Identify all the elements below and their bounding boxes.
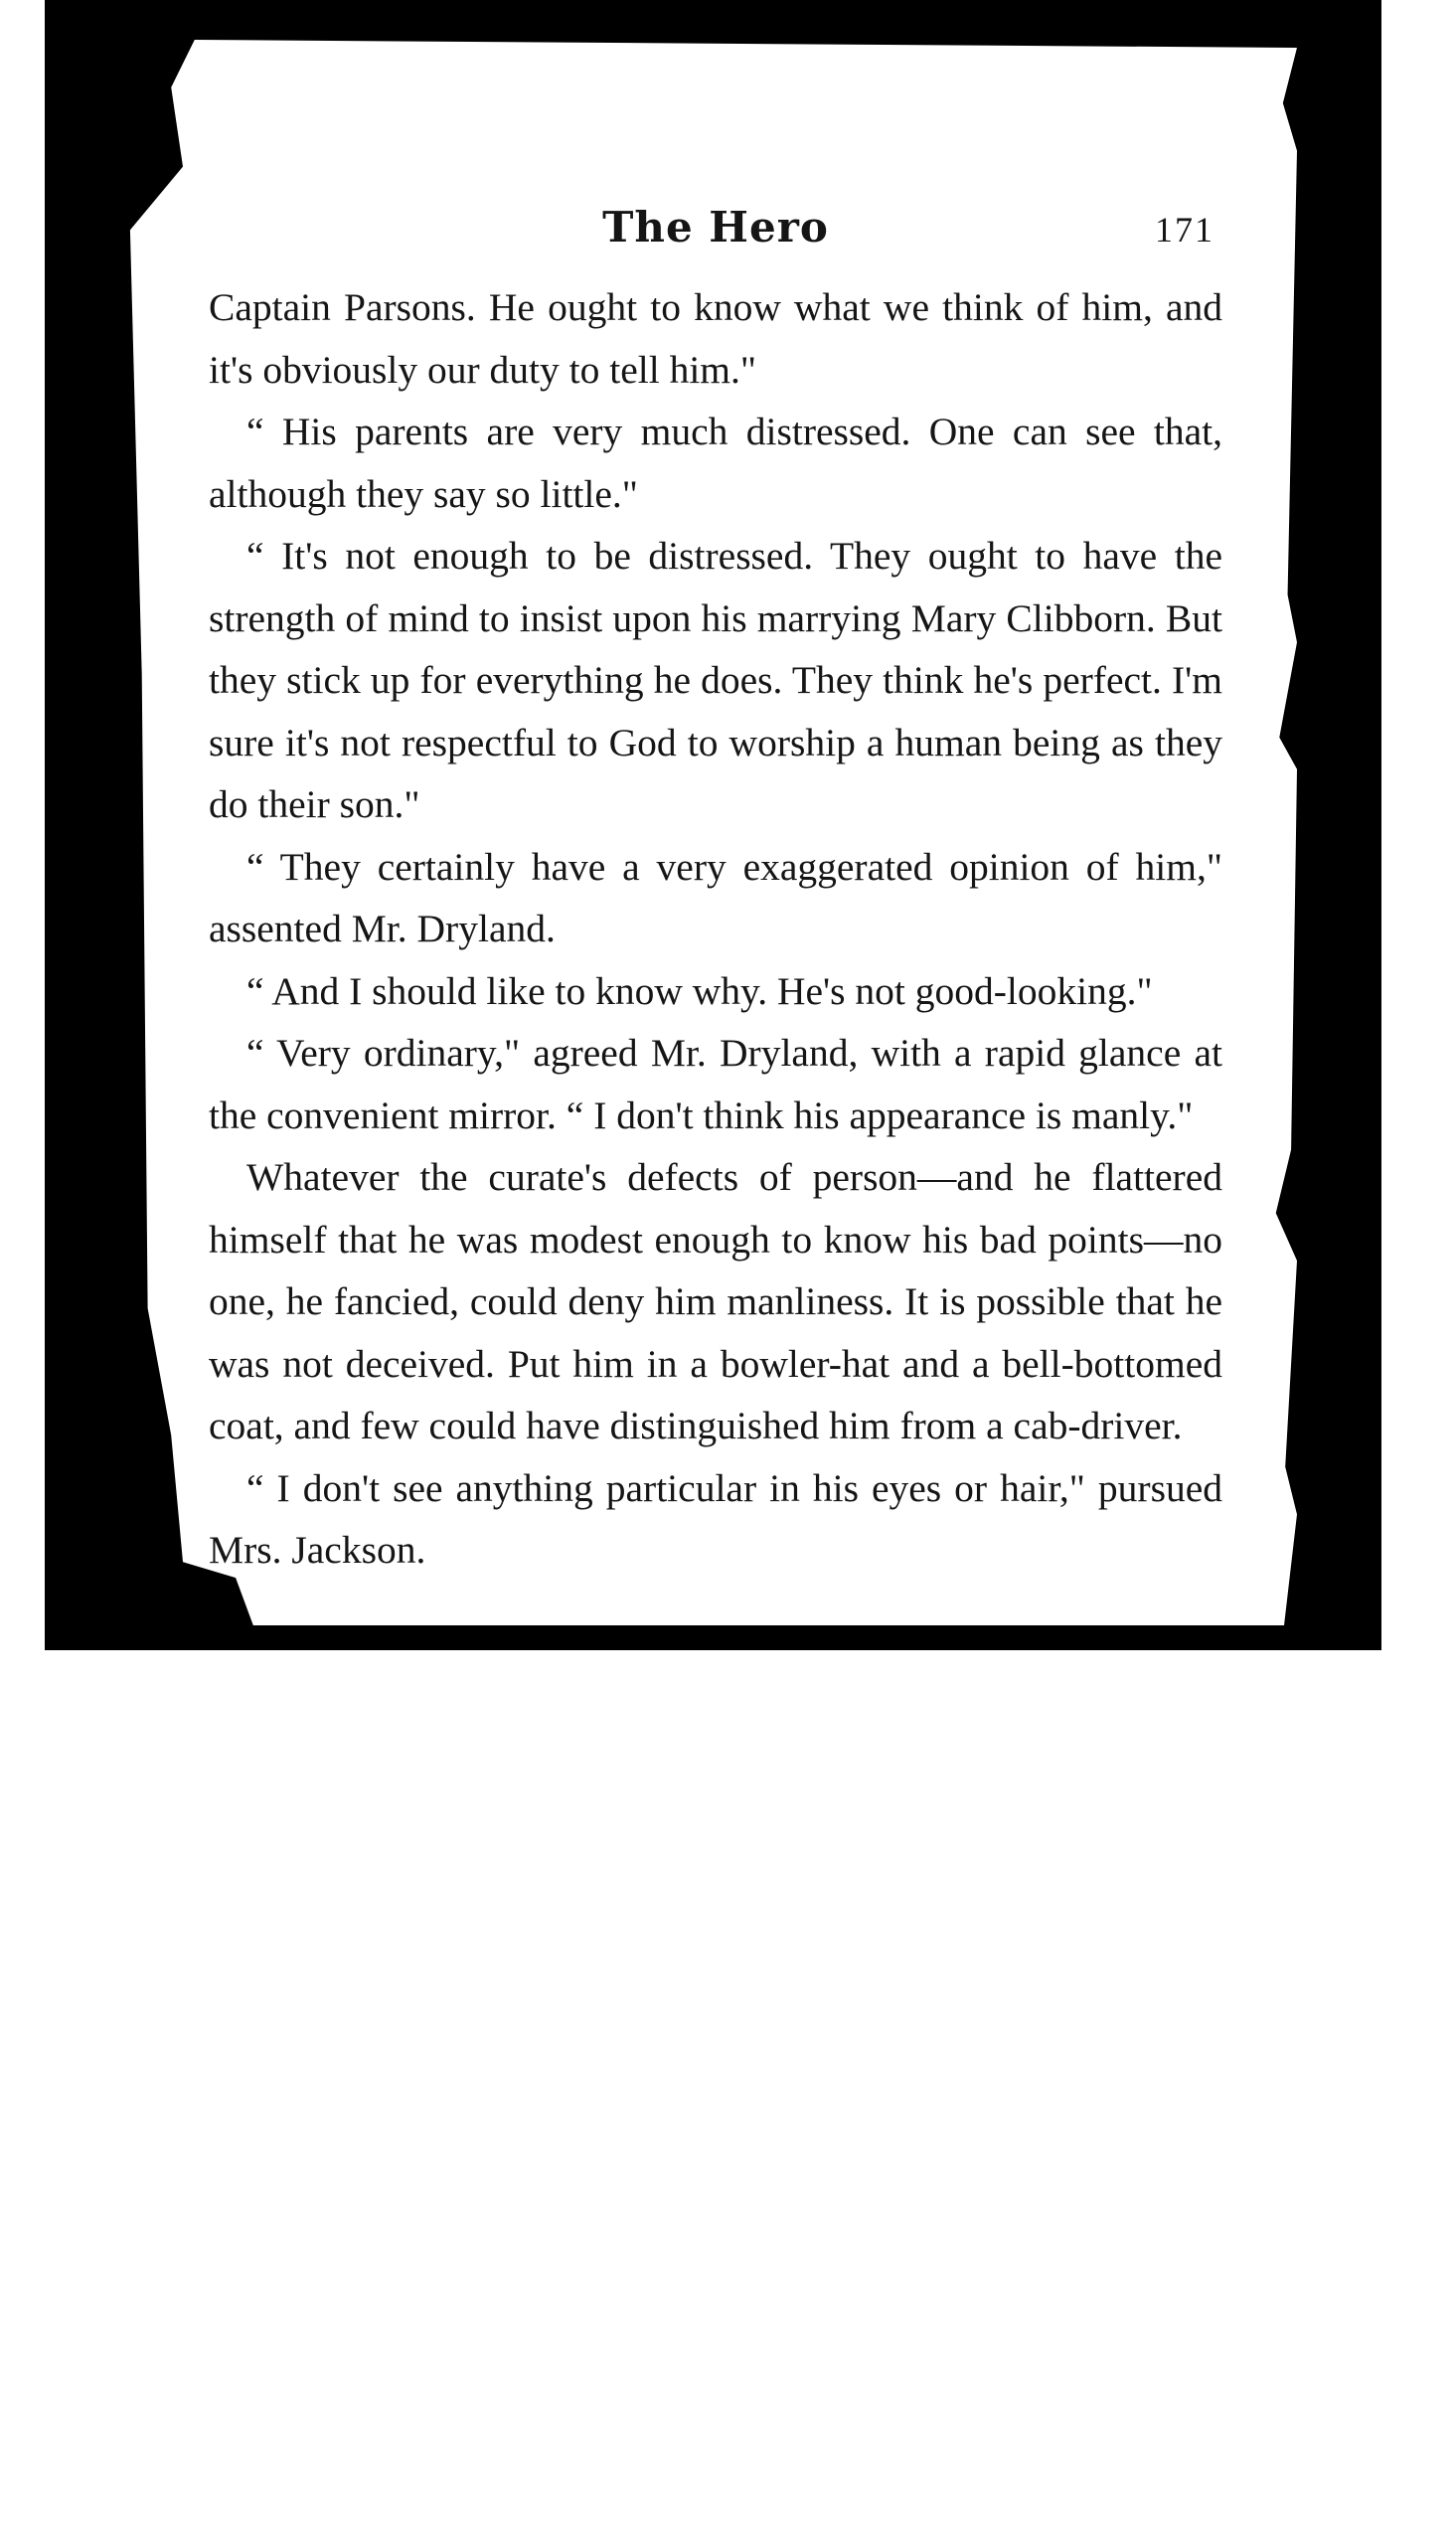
page-content [209,197,1222,1582]
paragraph: “ His parents are very much distressed. One can see that, although they say so little." [209,410,1222,516]
paragraph: “ It's not enough to be distressed. They ought to have the strength of mind to insist upon his marrying Mary Clibborn. But they stick up for everything he does. They think he's perfect. I'm sure it's not respectful to God to worship a human being as they do their son." [209,534,1222,826]
paragraph: Whatever the curate's defects of person—and he flattered himself that he was modest enough to know his bad points—no one, he fancied, could deny him manliness. It is possible that he was not deceived. Put him in a bowler-hat and a bell-bottomed coat, and few could have distinguished him from a cab-driver. [209,1155,1222,1447]
page-number: 171 [1155,210,1214,250]
running-head-title: The Hero [602,203,829,252]
paragraph: “ Very ordinary," agreed Mr. Dryland, with a rapid glance at the convenient mirror. “ I don't think his appearance is manly." [209,1031,1222,1137]
body-text [209,276,1222,1582]
paragraph: “ And I should like to know why. He's not good-looking." [246,968,1153,1013]
running-head [209,197,1222,276]
paragraph: Captain Parsons. He ought to know what we think of him, and it's obviously our duty to tell him." [209,285,1222,392]
paragraph: “ They certainly have a very exaggerated opinion of him," assented Mr. Dryland. [209,844,1222,950]
paragraph: “ I don't see anything particular in his eyes or hair," pursued Mrs. Jackson. [209,1465,1222,1572]
